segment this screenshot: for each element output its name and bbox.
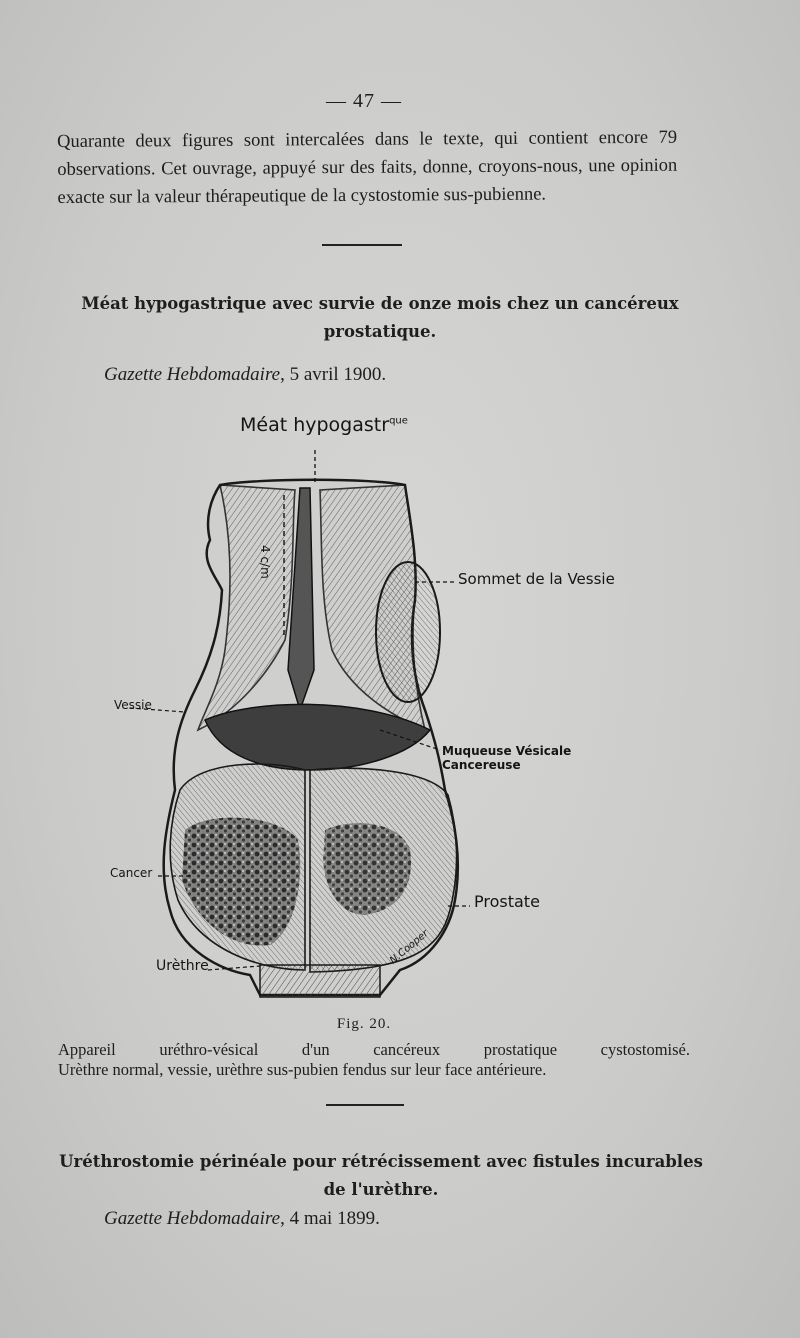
label-muqueuse: Muqueuse Vésicale Cancereuse	[442, 744, 572, 772]
label-meat: Méat hypogastr$^{que}$	[240, 414, 408, 436]
caption-line-1: Appareil uréthro-vésical d'un cancéreux prostatique cystostomisé.	[58, 1040, 690, 1059]
urethra-stub	[260, 965, 380, 997]
bladder-dome	[376, 562, 440, 702]
figure-number: Fig. 20.	[336, 1016, 392, 1032]
section2-source	[104, 1208, 380, 1230]
label-measure: 4 c/m	[258, 545, 272, 579]
section1-journal: Gazette Hebdomadaire	[104, 364, 281, 385]
section2-date: , 4 mai 1899.	[280, 1208, 380, 1229]
engraver-signature: N.Cooper	[388, 928, 431, 967]
section2-title	[56, 1148, 706, 1204]
figure-20	[110, 410, 630, 1000]
section2-title-line-1: Uréthrostomie périnéale pour rétrécissement avec fistules incurables	[59, 1152, 703, 1171]
section1-source	[104, 364, 386, 386]
section1-date: , 5 avril 1900.	[280, 364, 387, 385]
label-sommet: Sommet de la Vessie	[458, 570, 615, 588]
section-divider-bottom	[326, 1104, 404, 1106]
section1-title: Méat hypogastrique avec survie de onze mois chez un cancéreux prostatique.	[81, 294, 679, 341]
page-number: — 47 —	[326, 90, 402, 112]
section2-title-line-2: de l'urèthre.	[323, 1180, 439, 1199]
caption-line-2: Urèthre normal, vessie, urèthre sus-pubien fendus sur leur face antérieure.	[58, 1060, 547, 1079]
figure-caption	[58, 1040, 690, 1080]
label-urethre: Urèthre	[156, 958, 209, 974]
section2-journal: Gazette Hebdomadaire	[104, 1208, 281, 1229]
section-divider-top	[322, 244, 402, 246]
label-vessie: Vessie	[114, 698, 152, 712]
intro-paragraph: Quarante deux figures sont intercalées dans le texte, qui contient encore 79 observations. Cet ouvrage, appuyé sur des faits, donne, croyons-nous, une opinion exacte sur la valeur thérapeutique de la cystostomie sus-pubienne.	[57, 127, 678, 208]
label-prostate: Prostate	[474, 892, 540, 911]
label-cancer: Cancer	[110, 866, 153, 880]
figure-illustration	[110, 410, 630, 1000]
